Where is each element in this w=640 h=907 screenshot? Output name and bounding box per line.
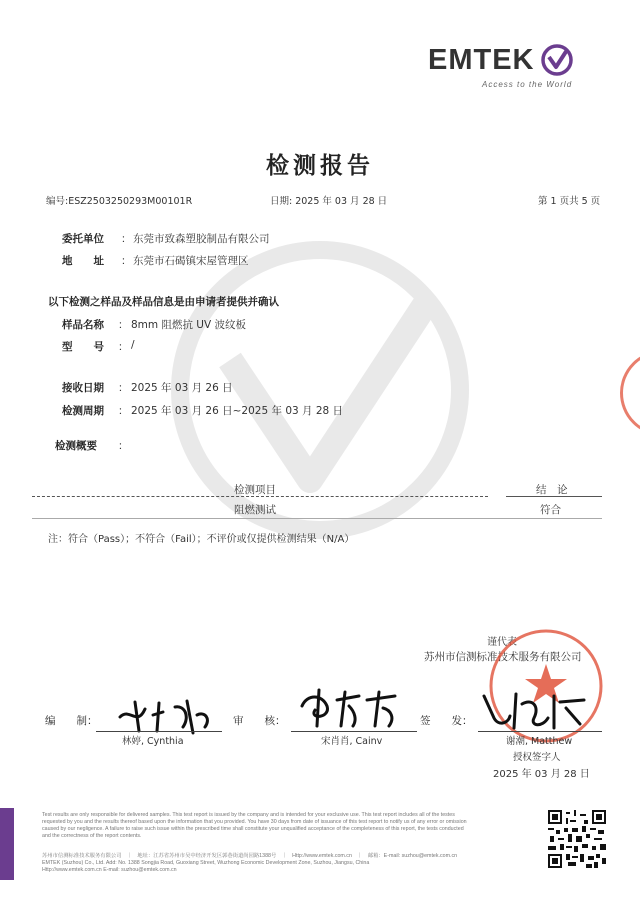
period-label: 检测周期 [62, 405, 104, 417]
disclaimer-line: caused by our negligence. A failure to raise such issue within the prescribed time shall constitute your unqualified acceptance of the completeness of this report, the tests conducted [42, 826, 464, 832]
colon: ： [118, 382, 129, 394]
table-row-item: 阻燃测试 [234, 504, 276, 516]
compile-label: 编 制： [45, 715, 98, 727]
compiler-signature [115, 697, 215, 735]
compile-sign-line [96, 731, 222, 732]
company-name: 苏州市信测标准技术服务有限公司 [424, 651, 582, 663]
colon: ： [118, 341, 129, 353]
colon: ： [121, 233, 132, 245]
received-value: 2025 年 03 月 26 日 [131, 382, 233, 394]
brand-logo: EMTEK [428, 44, 535, 76]
report-number: 编号:ESZ2503250293M00101R [46, 196, 193, 207]
summary-label: 检测概要 [55, 440, 97, 452]
table-bottom-line [32, 518, 602, 519]
model-label: 型 号 [62, 341, 104, 353]
edge-stamp [620, 350, 640, 436]
footer-web-line: Http://www.emtek.com.cn E-mail: suzhou@emtek.com.cn [42, 867, 177, 873]
colon: ： [118, 405, 129, 417]
logo-check-icon [539, 42, 575, 78]
qr-code-icon [548, 810, 606, 868]
compile-name: 林婷, Cynthia [122, 736, 184, 747]
report-date: 日期: 2025 年 03 月 28 日 [270, 196, 388, 207]
colon: ： [118, 319, 129, 331]
address-label: 地 址 [62, 255, 104, 267]
issuer-sign-line [478, 731, 602, 732]
sign-date: 2025 年 03 月 28 日 [493, 769, 590, 780]
sample-intro: 以下检测之样品及样品信息是由申请者提供并确认 [48, 296, 279, 308]
footer-en-line: EMTEK (Suzhou) Co., Ltd. Add: No. 1388 Songjia Road, Guoxiang Street, Wuzhong Economic Development Zone, Suzhou, Jiangsu, China [42, 860, 370, 866]
address-value: 东莞市石碣镇宋屋管理区 [133, 255, 249, 267]
colon: ： [118, 440, 129, 452]
sample-name-label: 样品名称 [62, 319, 104, 331]
model-value: / [131, 339, 135, 351]
period-value: 2025 年 03 月 26 日~2025 年 03 月 28 日 [131, 405, 344, 417]
result-note: 注：符合（Pass）；不符合（Fail）；不评价或仅提供检测结果（N/A） [48, 534, 355, 545]
page-title: 检测报告 [266, 153, 374, 179]
entrust-label: 委托单位 [62, 233, 104, 245]
disclaimer-line: Test results are only responsible for delivered samples. This test report is issued by the company and is intended for your exclusive use. This test report includes all of the testes [42, 812, 455, 818]
footer-cn-line: 苏州市信测标准技术服务有限公司 ｜ 地址：江苏省苏州市吴中经济开发区郭巷街道尚园路1388号 ｜ Http://www.emtek.com.cn ｜ 邮箱：E-mail: suzhou@emtek.com.cn [42, 853, 458, 859]
disclaimer-line: requested by you and the results thereof based upon the information that you provided. You have 30 days from date of issuance of this test report to notify us of any error or omission [42, 819, 467, 825]
page-counter: 第 1 页共 5 页 [538, 196, 601, 207]
review-label: 审 核： [233, 715, 286, 727]
sample-name-value: 8mm 阻燃抗 UV 波纹板 [131, 319, 247, 331]
disclaimer-line: and the correctness of the report contents. [42, 833, 142, 839]
table-divider [32, 496, 488, 497]
colon: ： [121, 255, 132, 267]
col-result-header: 结 论 [536, 484, 568, 496]
footer-disclaimer [42, 812, 542, 840]
table-row-result: 符合 [540, 504, 561, 516]
entrust-value: 东莞市致森塑胶制品有限公司 [133, 233, 270, 245]
brand-tagline: Access to the World [482, 80, 573, 89]
issuer-signature [480, 688, 590, 732]
sign-name: 谢潮, Matthew [506, 736, 573, 747]
authorized-label: 授权签字人 [513, 752, 561, 763]
reviewer-signature [297, 686, 407, 730]
footer-address [42, 853, 542, 874]
for-label: 谨代表 [487, 637, 517, 648]
table-divider [506, 496, 602, 497]
review-name: 宋肖肖, Cainv [321, 736, 383, 747]
received-label: 接收日期 [62, 382, 104, 394]
col-item-header: 检测项目 [234, 484, 276, 496]
footer-accent-bar [0, 808, 14, 880]
review-sign-line [291, 731, 417, 732]
sign-label: 签 发： [420, 715, 473, 727]
